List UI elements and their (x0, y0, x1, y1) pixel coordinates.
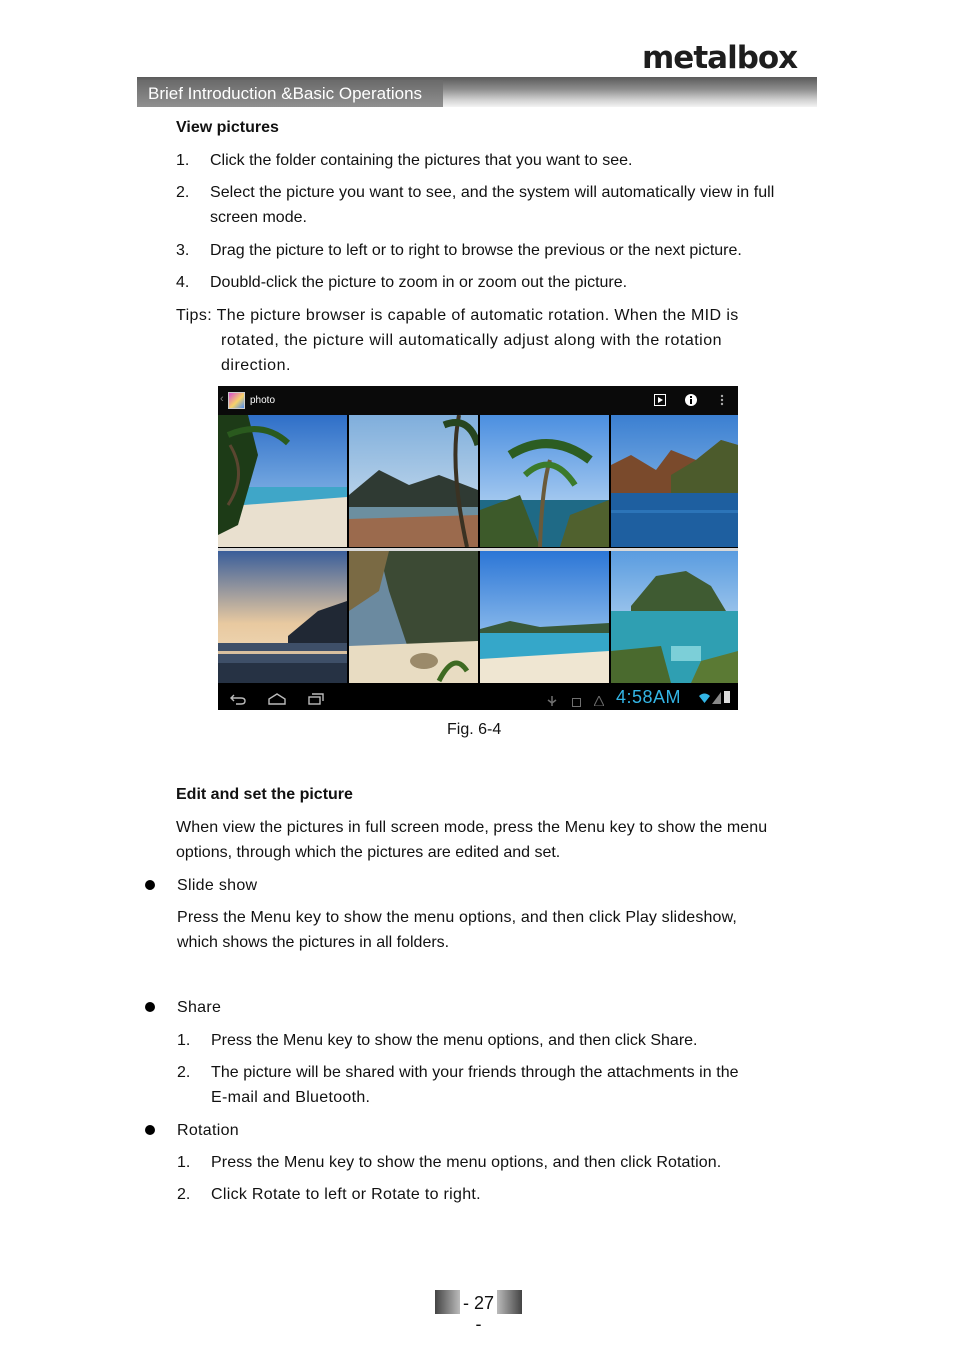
share-title: Share (177, 999, 222, 1016)
tips-line: rotated, the picture will automatically adjust along with the rotation (221, 332, 723, 349)
action-bar (218, 386, 738, 415)
step-text: Drag the picture to left or to right to browse the previous or the next picture. (210, 242, 742, 259)
photo-thumbnail[interactable] (480, 551, 609, 683)
rotation-title: Rotation (177, 1122, 239, 1139)
page-number-deco (435, 1290, 460, 1314)
step-text: Press the Menu key to show the menu options, and then click Share. (211, 1032, 698, 1049)
recent-apps-icon[interactable] (308, 692, 324, 710)
warning-icon (594, 693, 604, 710)
slideshow-title: Slide show (177, 877, 258, 894)
home-icon[interactable] (268, 692, 286, 710)
metalbox-logo (640, 38, 810, 74)
step-text: Click Rotate to left or Rotate to right. (211, 1186, 481, 1203)
photo-thumbnail[interactable] (349, 551, 478, 683)
step-number: 2. (177, 1064, 191, 1081)
tips-line: direction. (221, 357, 291, 374)
photo-thumbnail[interactable] (480, 415, 609, 547)
slideshow-icon[interactable] (654, 394, 666, 406)
step-number: 1. (177, 1032, 191, 1049)
edit-intro-line: When view the pictures in full screen mode, press the Menu key to show the menu (176, 819, 768, 836)
figure-caption: Fig. 6-4 (447, 721, 502, 738)
app-title: photo (250, 395, 276, 406)
back-icon[interactable] (230, 692, 246, 710)
bullet (145, 1002, 155, 1012)
tips-line: Tips: The picture browser is capable of automatic rotation. When the MID is (176, 307, 739, 324)
step-text-cont: screen mode. (210, 209, 307, 226)
bullet (145, 880, 155, 890)
page-number-deco (497, 1290, 522, 1314)
step-text-cont: E-mail and Bluetooth. (211, 1089, 371, 1106)
photo-thumbnail[interactable] (611, 551, 738, 683)
photo-thumbnail[interactable] (611, 415, 738, 547)
step-text: Click the folder containing the pictures that you want to see. (210, 152, 633, 169)
step-number: 2. (176, 184, 190, 201)
edit-intro-line: options, through which the pictures are edited and set. (176, 844, 561, 861)
info-icon[interactable] (685, 394, 697, 406)
slideshow-text: Press the Menu key to show the menu options, and then click Play slideshow, (177, 909, 737, 926)
photo-thumbnail[interactable] (218, 415, 347, 547)
gallery-screenshot (218, 386, 738, 710)
svg-text:metalbox: metalbox (642, 40, 798, 74)
photo-thumbnail[interactable] (349, 415, 478, 547)
slideshow-text: which shows the pictures in all folders. (177, 934, 450, 951)
usb-icon (547, 693, 557, 710)
battery-icon (724, 690, 730, 708)
signal-icon (712, 691, 721, 709)
edit-picture-heading: Edit and set the picture (176, 786, 353, 803)
step-text: Press the Menu key to show the menu options, and then click Rotation. (211, 1154, 722, 1171)
row-divider (218, 548, 738, 551)
step-number: 4. (176, 274, 190, 291)
system-bar (218, 686, 738, 710)
step-number: 3. (176, 242, 190, 259)
clock: 4:58AM (616, 687, 682, 707)
bullet (145, 1125, 155, 1135)
view-pictures-heading: View pictures (176, 119, 279, 136)
step-text: Select the picture you want to see, and the system will automatically view in full (210, 184, 775, 201)
section-tab: Brief Introduction &Basic Operations (137, 80, 443, 107)
wifi-icon (699, 691, 710, 709)
back-arrow-icon[interactable]: ‹ (220, 393, 224, 405)
photo-thumbnail[interactable] (218, 551, 347, 683)
overflow-menu-icon[interactable] (716, 394, 728, 406)
notification-icon (572, 694, 581, 710)
step-number: 2. (177, 1186, 191, 1203)
step-text: The picture will be shared with your friends through the attachments in the (211, 1064, 739, 1081)
step-number: 1. (177, 1154, 191, 1171)
step-number: 1. (176, 152, 190, 169)
step-text: Doubld-click the picture to zoom in or zoom out the picture. (210, 274, 628, 291)
app-icon (228, 392, 245, 409)
photo-grid (218, 415, 738, 685)
page-number: - 27 - (462, 1293, 495, 1334)
